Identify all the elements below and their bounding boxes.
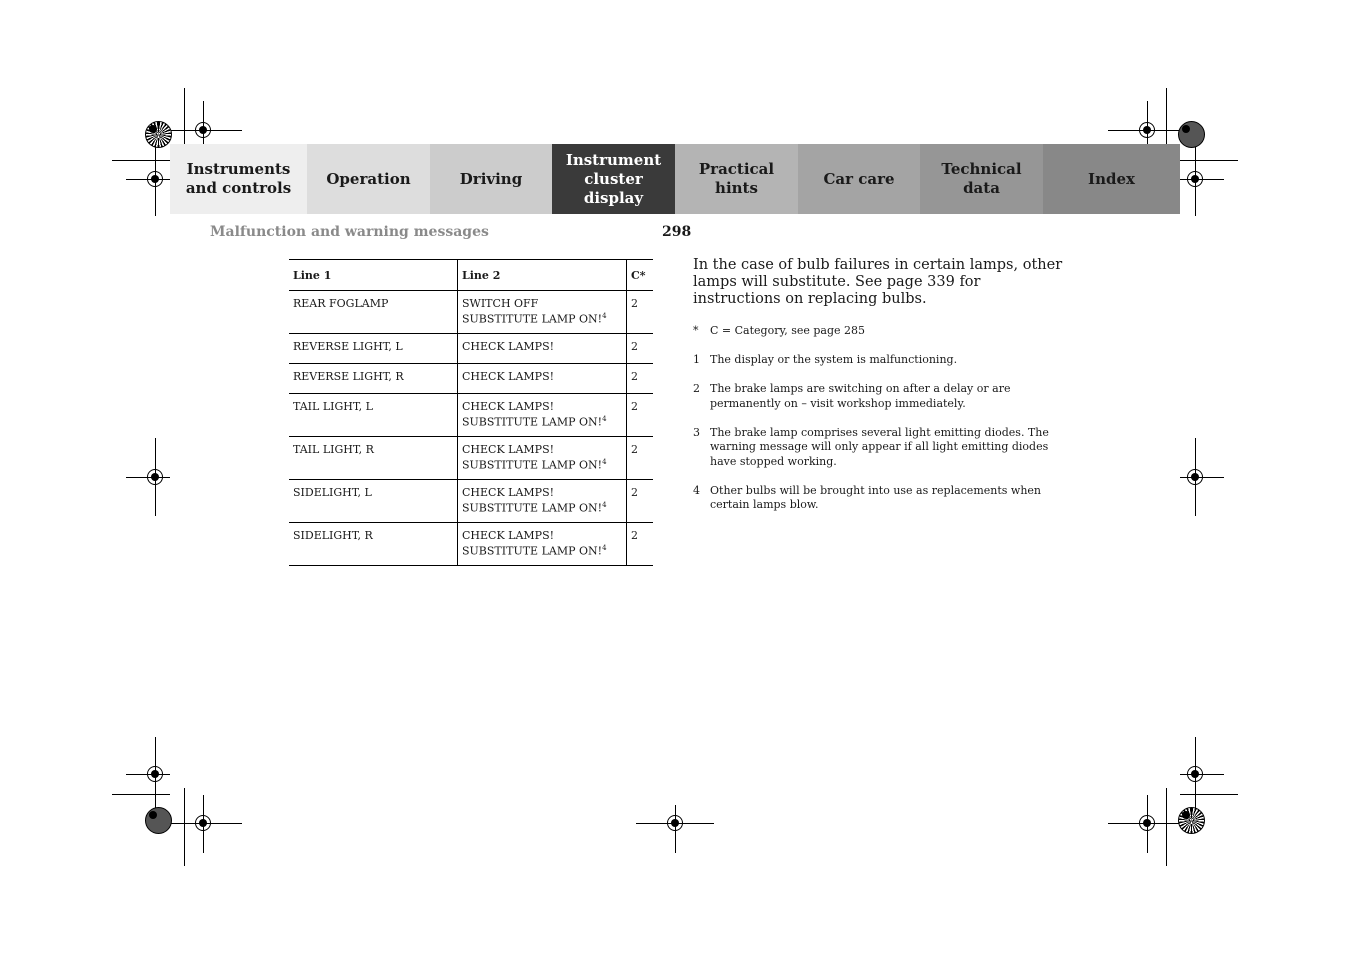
category-cell: 2: [627, 334, 654, 364]
tab-index[interactable]: Index: [1043, 144, 1180, 214]
category-cell: 2: [627, 364, 654, 394]
line1-cell: TAIL LIGHT, R: [293, 443, 374, 456]
table-row: [289, 437, 653, 480]
table-row: [289, 291, 653, 334]
footnote: 1 The display or the system is malfunctioning.: [693, 353, 958, 366]
registration-target-icon: [1187, 766, 1203, 782]
gray-patch-icon: [1178, 121, 1205, 148]
column-header: Line 2: [458, 260, 627, 291]
registration-target-icon: [1139, 815, 1155, 831]
registration-target-icon: [1187, 171, 1203, 187]
line2-cell: CHECK LAMPS! SUBSTITUTE LAMP ON!$^4$: [458, 523, 627, 566]
line1-cell: SIDELIGHT, L: [293, 486, 372, 499]
registration-target-icon: [147, 171, 163, 187]
line1-cell: REVERSE LIGHT, L: [293, 340, 403, 353]
tab-technical-data[interactable]: Technical data: [920, 144, 1043, 214]
registration-target-icon: [195, 815, 211, 831]
chapter-tab-bar: [170, 144, 1180, 214]
registration-target-icon: [147, 766, 163, 782]
section-title: Malfunction and warning messages: [210, 224, 489, 240]
line2-cell: CHECK LAMPS! SUBSTITUTE LAMP ON!$^4$: [458, 480, 627, 523]
line2-cell: SWITCH OFF SUBSTITUTE LAMP ON!$^4$: [458, 291, 627, 334]
registration-target-icon: [667, 815, 683, 831]
category-cell: 2: [627, 394, 654, 437]
line2-cell: CHECK LAMPS! SUBSTITUTE LAMP ON!$^4$: [458, 437, 627, 480]
line2-cell: CHECK LAMPS!: [458, 364, 627, 394]
registration-target-icon: [1187, 469, 1203, 485]
line1-cell: REVERSE LIGHT, R: [293, 370, 404, 383]
warning-message-table: [289, 259, 653, 566]
color-wheel-icon: [145, 121, 172, 148]
footnote: 4 Other bulbs will be brought into use as replacements when certain lamps blow.: [693, 483, 1041, 511]
tab-operation[interactable]: Operation: [307, 144, 430, 214]
tab-driving[interactable]: Driving: [430, 144, 552, 214]
table-header-row: [289, 260, 653, 291]
registration-target-icon: [195, 122, 211, 138]
category-cell: 2: [627, 291, 654, 334]
table-row: [289, 480, 653, 523]
tab-car-care[interactable]: Car care: [798, 144, 920, 214]
footnote: 3 The brake lamp comprises several light emitting diodes. The warning message will only appear if all light emitting diodes have stopped working.: [693, 425, 1049, 468]
column-header: Line 1: [293, 268, 332, 282]
line2-cell: CHECK LAMPS!: [458, 334, 627, 364]
table-row: [289, 394, 653, 437]
table-row: [289, 523, 653, 566]
footnote: * C = Category, see page 285: [693, 324, 866, 337]
tab-practical-hints[interactable]: Practical hints: [675, 144, 798, 214]
gray-patch-icon: [145, 807, 172, 834]
page-number: 298: [662, 224, 692, 240]
category-cell: 2: [627, 523, 654, 566]
category-cell: 2: [627, 480, 654, 523]
intro-paragraph: In the case of bulb failures in certain lamps, other lamps will substitute. See page 339 for instructions on replacing bulbs.: [693, 257, 1063, 307]
footnotes: [693, 324, 1065, 527]
registration-target-icon: [1139, 122, 1155, 138]
tab-instruments-and-controls[interactable]: Instruments and controls: [170, 144, 307, 214]
line1-cell: TAIL LIGHT, L: [293, 400, 373, 413]
footnote: 2 The brake lamps are switching on after a delay or are permanently on – visit workshop immediately.: [693, 382, 1011, 410]
table-row: [289, 364, 653, 394]
line1-cell: REAR FOGLAMP: [293, 297, 389, 310]
line2-cell: CHECK LAMPS! SUBSTITUTE LAMP ON!$^4$: [458, 394, 627, 437]
line1-cell: SIDELIGHT, R: [293, 529, 373, 542]
table-row: [289, 334, 653, 364]
column-header: C*: [627, 260, 654, 291]
color-wheel-icon: [1178, 807, 1205, 834]
tab-instrument-cluster-display[interactable]: Instrument cluster display: [552, 144, 675, 214]
category-cell: 2: [627, 437, 654, 480]
registration-target-icon: [147, 469, 163, 485]
